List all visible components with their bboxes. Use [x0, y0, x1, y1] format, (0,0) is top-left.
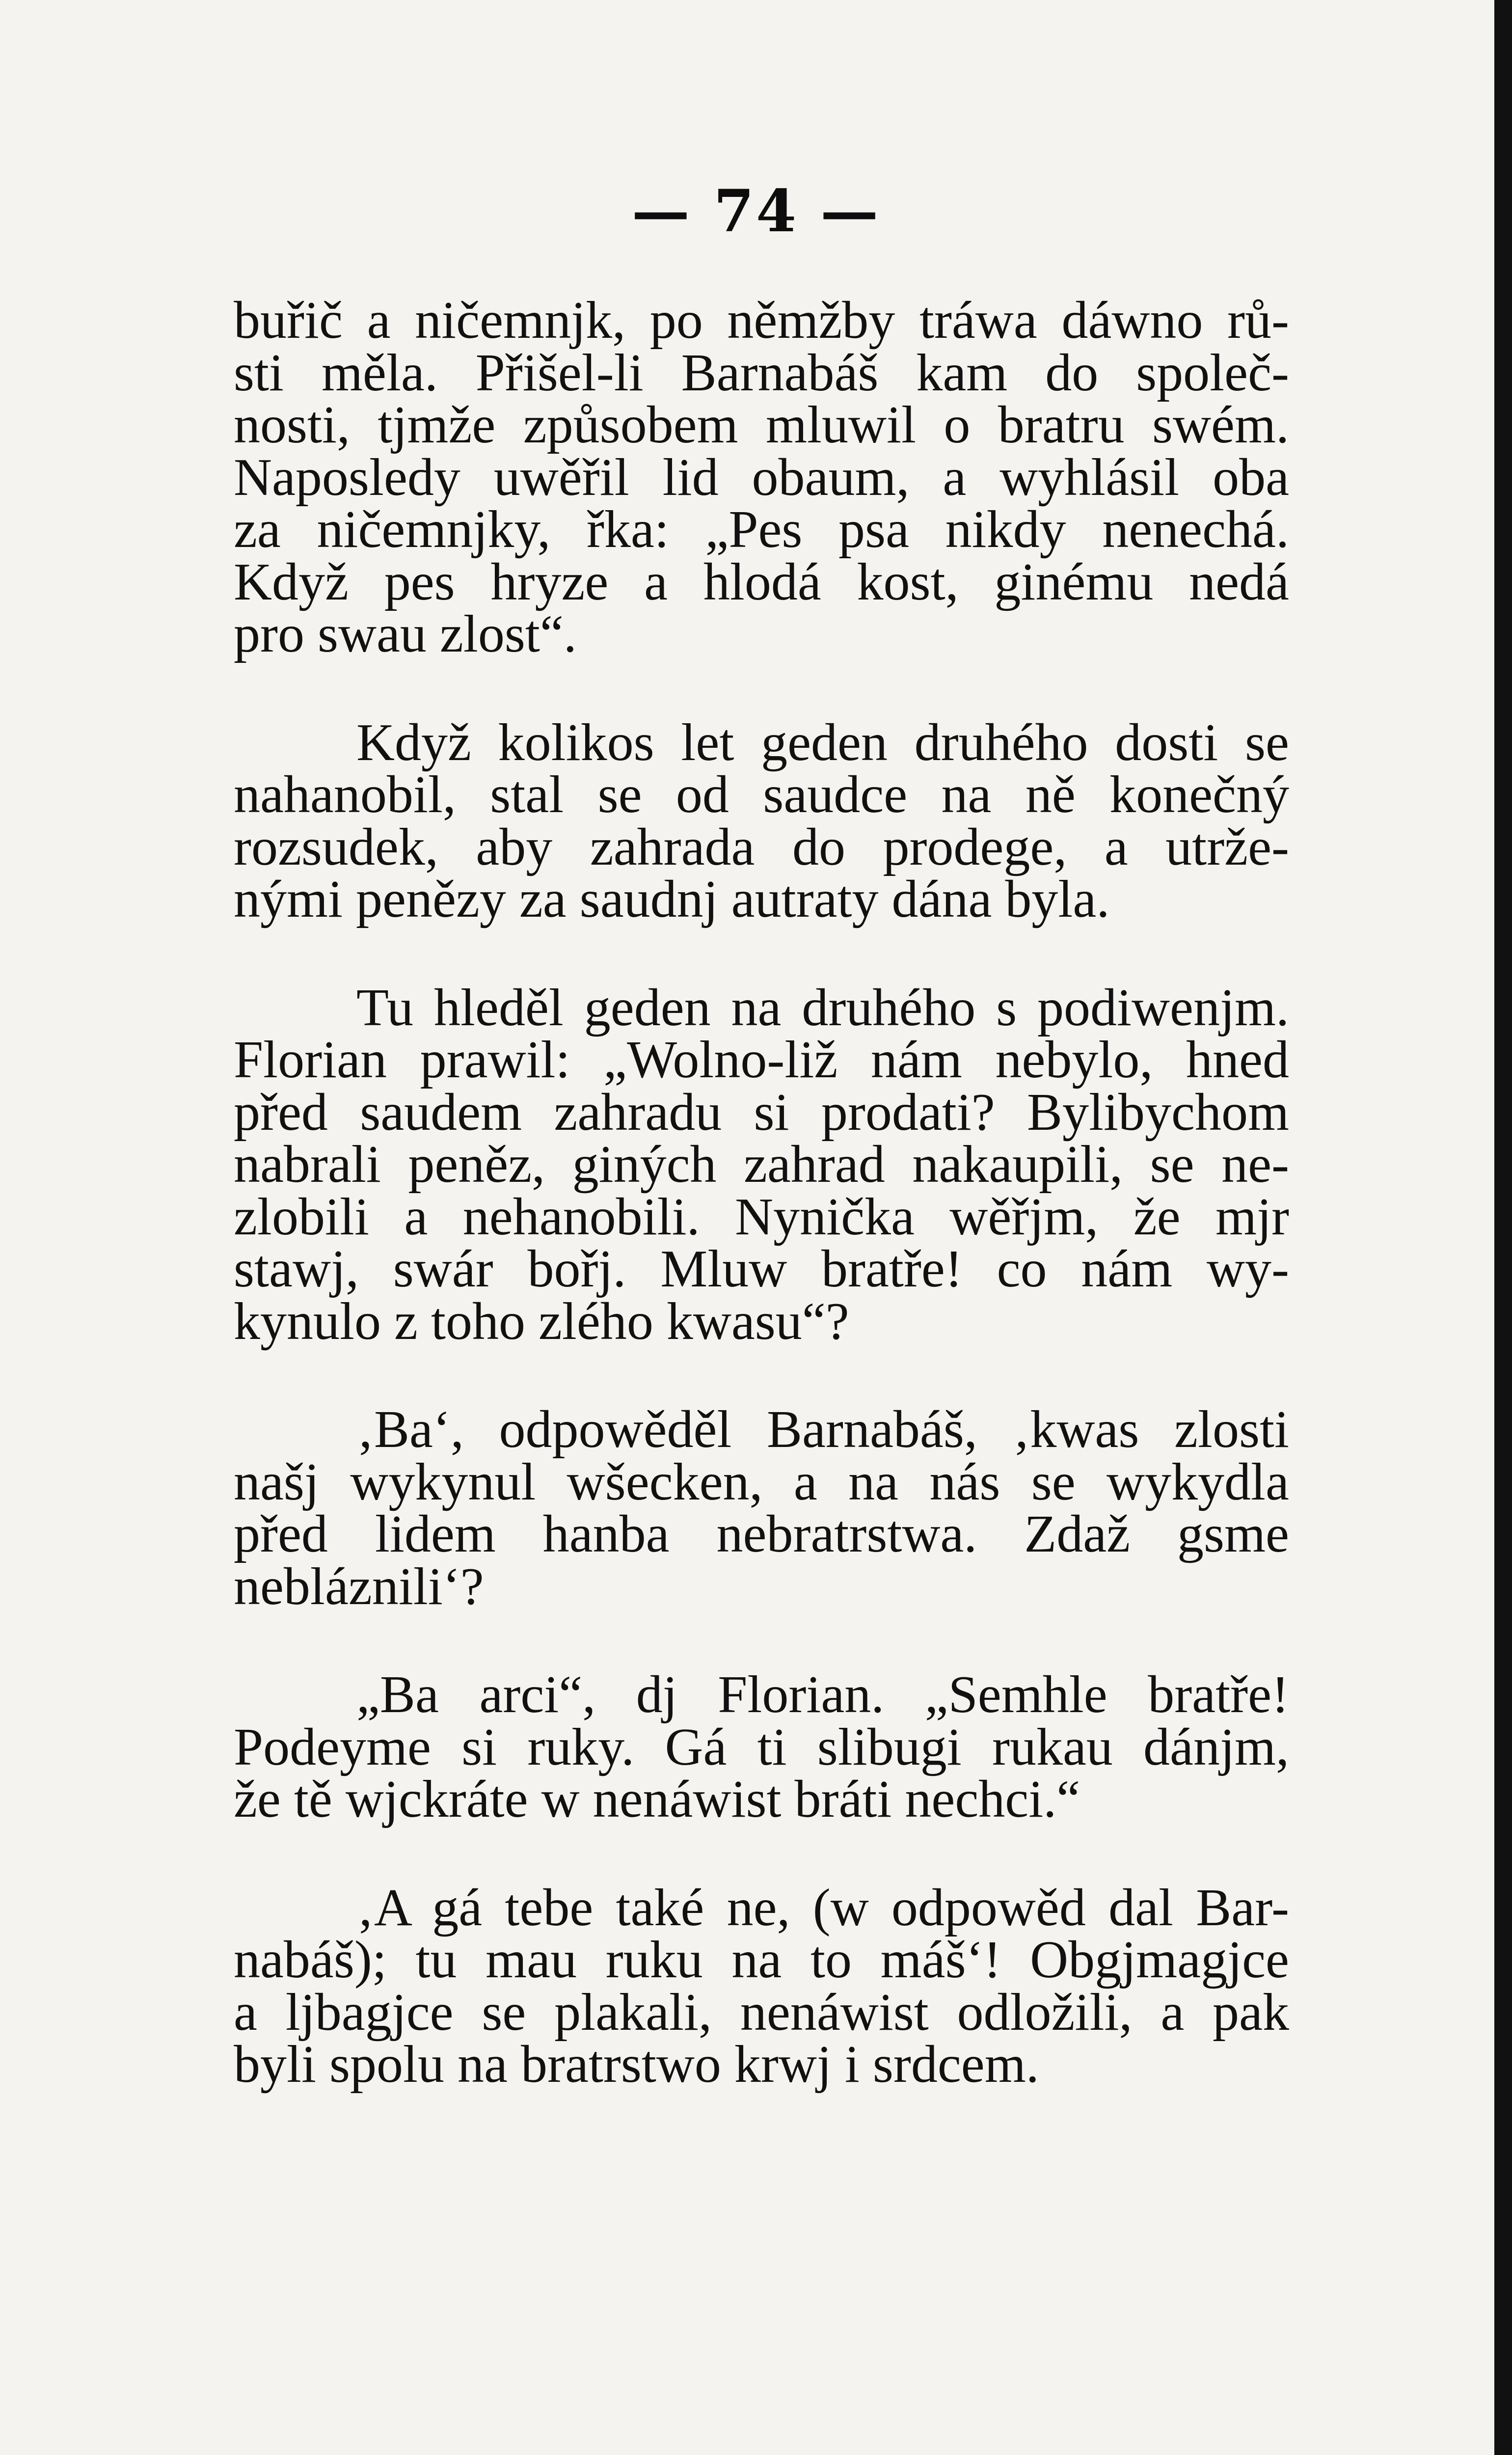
- paragraph-3: [234, 978, 1289, 1351]
- paragraph-gap: [234, 661, 1289, 717]
- paragraph-6: [234, 1878, 1289, 2094]
- text-line: před lidem hanba nebratrstwa. Zdaž gsme: [234, 1505, 1289, 1563]
- paragraph-4: [234, 1400, 1289, 1616]
- paragraph-1: [234, 291, 1289, 663]
- text-line: nahanobil, stal se od saudce na ně konečný: [234, 765, 1289, 824]
- text-line: ‚A gá tebe také ne, (w odpowěd dal Bar-: [356, 1878, 1289, 1937]
- text-line: rozsudek, aby zahrada do prodege, a utrže-: [234, 818, 1289, 876]
- text-line: Podeyme si ruky. Gá ti slibugi rukau dánjm,: [234, 1718, 1289, 1776]
- text-line: nými penězy za saudnj autraty dána byla.: [234, 870, 1110, 928]
- text-line: nosti, tjmže způsobem mluwil o bratru swém.: [234, 396, 1289, 454]
- page-number: — 74 —: [631, 177, 881, 245]
- scan-edge-right: [1494, 0, 1512, 2455]
- text-line: Florian prawil: „Wolno-liž nám nebylo, hned: [234, 1031, 1289, 1089]
- text-line: nabáš); tu mau ruku na to máš‘! Obgjmagjce: [234, 1931, 1289, 1989]
- text-line: za ničemnjky, řka: „Pes psa nikdy nenechá.: [234, 500, 1289, 559]
- text-line: našj wykynul wšecken, a na nás se wykydla: [234, 1452, 1289, 1511]
- text-line: byli spolu na bratrstwo krwj i srdcem.: [234, 2035, 1039, 2094]
- text-line: sti měla. Přišel-li Barnabáš kam do společ-: [234, 343, 1289, 402]
- text-line: Tu hleděl geden na druhého s podiwenjm.: [356, 978, 1289, 1037]
- text-line: buřič a ničemnjk, po němžby tráwa dáwno rů-: [234, 291, 1289, 350]
- text-line: zlobili a nehanobili. Nynička wěřjm, že mjr: [234, 1187, 1289, 1246]
- text-line: že tě wjckráte w nenáwist bráti nechci.“: [234, 1770, 1080, 1828]
- paragraph-2: [234, 713, 1289, 928]
- text-line: stawj, swár bořj. Mluw bratře! co nám wy-: [234, 1240, 1289, 1298]
- text-line: ‚Ba‘, odpowěděl Barnabáš, ‚kwas zlosti: [356, 1400, 1289, 1459]
- paragraph-5: [234, 1665, 1289, 1828]
- text-line: Když kolikos let geden druhého dosti se: [356, 713, 1289, 772]
- body-text: [234, 291, 1289, 2094]
- text-line: a ljbagjce se plakali, nenáwist odložili, a pak: [234, 1983, 1289, 2042]
- text-line: kynulo z toho zlého kwasu“?: [234, 1292, 849, 1351]
- paragraph-gap: [234, 1348, 1289, 1404]
- text-line: nabrali peněz, giných zahrad nakaupili, se ne-: [234, 1135, 1289, 1194]
- text-line: pro swau zlost“.: [234, 605, 577, 663]
- paragraph-gap: [234, 1826, 1289, 1882]
- text-line: neblázniliʻ?: [234, 1557, 484, 1616]
- text-line: Naposledy uwěřil lid obaum, a wyhlásil oba: [234, 448, 1289, 507]
- paragraph-gap: [234, 926, 1289, 982]
- text-line: „Ba arci“, dj Florian. „Semhle bratře!: [356, 1665, 1289, 1724]
- paragraph-gap: [234, 1613, 1289, 1669]
- text-line: před saudem zahradu si prodati? Bylibychom: [234, 1083, 1289, 1142]
- text-line: Když pes hryze a hlodá kost, ginému nedá: [234, 552, 1289, 611]
